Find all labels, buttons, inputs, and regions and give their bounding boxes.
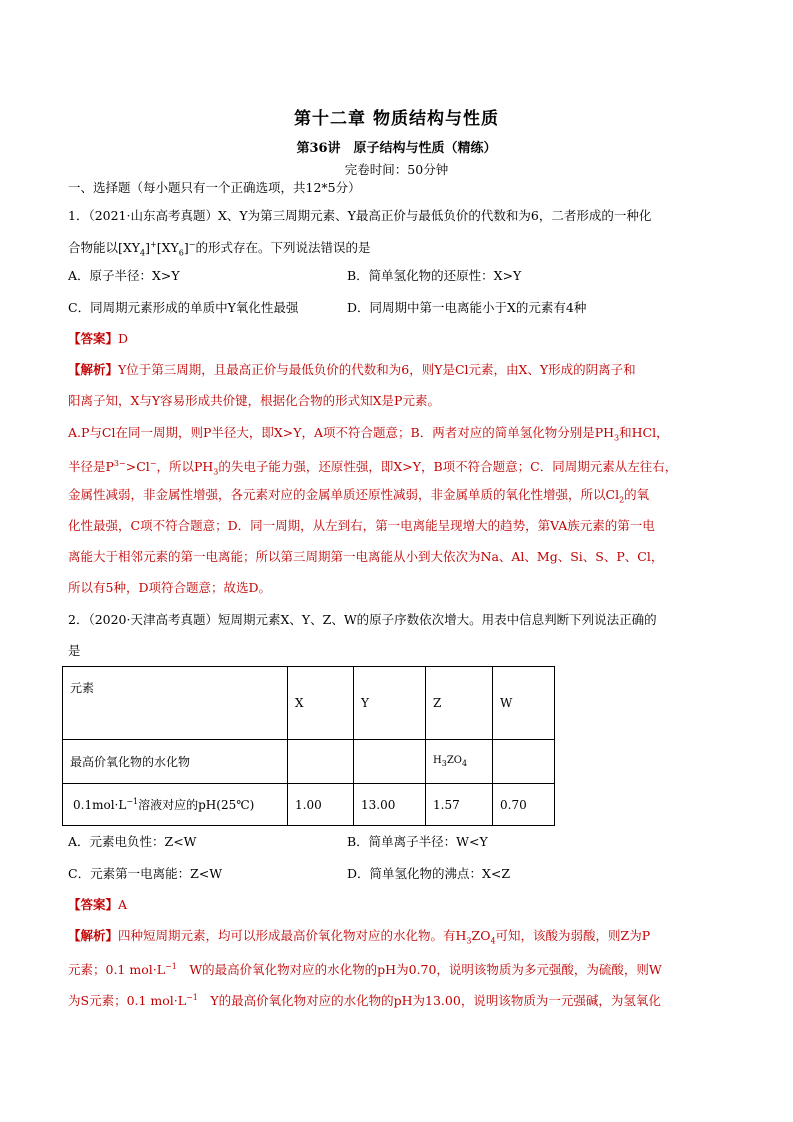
q1-analysis-line1 bbox=[68, 362, 636, 378]
table-cell: 13.00 bbox=[354, 784, 426, 826]
section-heading: 一、选择题（每小题只有一个正确选项，共12*5分） bbox=[68, 180, 361, 195]
q2-option-a: A．元素电负性：Z<W bbox=[68, 834, 197, 849]
table-header-cell: X bbox=[288, 667, 354, 740]
q1-stem-frag: ] bbox=[183, 240, 189, 256]
q1-stem-frag: [XY bbox=[156, 240, 179, 256]
q1-stem-sup: − bbox=[188, 240, 196, 249]
analysis-frag: >Cl bbox=[125, 459, 150, 475]
analysis-sub: 3 bbox=[614, 433, 620, 443]
analysis-text: Y位于第三周期，且最高正价与最低负价的代数和为6，则Y是Cl元素，由X、Y形成的阴离子和 bbox=[118, 362, 636, 377]
analysis-frag: 金属性减弱，非金属性增强，各元素对应的金属单质还原性减弱，非金属单质的氧化性增强，所以Cl bbox=[68, 487, 620, 502]
table-label-sup: −1 bbox=[126, 797, 139, 806]
table-cell bbox=[354, 740, 426, 784]
analysis-frag: W的最高价氧化物对应的水化物的pH为0.70，说明该物质为多元强酸，为硫酸，则W bbox=[176, 962, 662, 978]
table-cell bbox=[426, 740, 493, 784]
table-cell: 0.70 bbox=[493, 784, 555, 826]
answer-tag: 【答案】 bbox=[68, 331, 119, 346]
q2-option-c: C．元素第一电离能：Z<W bbox=[68, 866, 223, 881]
q1-analysis-line8: 所以有5种，D项符合题意；故选D。 bbox=[68, 580, 271, 595]
analysis-frag: 和HCl， bbox=[619, 425, 669, 440]
q1-stem-line2 bbox=[68, 237, 370, 262]
analysis-sub: 3 bbox=[466, 936, 472, 946]
table-header-cell: 元素 bbox=[63, 667, 288, 740]
q1-stem-sub: 4 bbox=[140, 248, 146, 258]
analysis-sup: 3− bbox=[113, 459, 126, 468]
q1-stem-sup: + bbox=[150, 240, 157, 249]
analysis-frag: 的失电子能力强，还原性强，即X>Y，B项不符合题意；C．同周期元素从左往右， bbox=[218, 459, 678, 475]
table-header-cell: W bbox=[493, 667, 555, 740]
analysis-frag: Y的最高价氧化物对应的水化物的pH为13.00，说明该物质为一元强碱，为氢氧化 bbox=[197, 993, 661, 1009]
q1-option-c: C．同周期元素形成的单质中Y氧化性最强 bbox=[68, 300, 299, 315]
table-header-cell: Z bbox=[426, 667, 493, 740]
table-header-cell: Y bbox=[354, 667, 426, 740]
q2-option-d: D．简单氢化物的沸点：X<Z bbox=[347, 866, 511, 881]
q2-option-b: B．简单离子半径：W<Y bbox=[347, 834, 488, 849]
q1-answer bbox=[68, 331, 128, 347]
table-label-frag: 溶液对应的pH(25℃) bbox=[138, 798, 255, 812]
analysis-frag: ，所以PH bbox=[156, 459, 214, 475]
q1-analysis-line3 bbox=[68, 425, 669, 447]
table-cell: 1.57 bbox=[426, 784, 493, 826]
answer-value: D bbox=[118, 331, 129, 346]
q1-stem-frag: 的形式存在。下列说法错误的是 bbox=[195, 240, 371, 256]
analysis-frag: 的氧 bbox=[624, 487, 650, 502]
table-row bbox=[63, 784, 555, 826]
q1-analysis-line2: 阳离子知，X与Y容易形成共价键，根据化合物的形式知X是P元素。 bbox=[68, 393, 440, 408]
formula-frag: H bbox=[433, 755, 442, 766]
table-cell bbox=[63, 784, 288, 826]
analysis-sup: − bbox=[149, 459, 157, 468]
q1-option-a: A．原子半径：X>Y bbox=[68, 268, 180, 283]
q1-stem-line1: 1．（2021·山东高考真题）X、Y为第三周期元素、Y最高正价与最低负价的代数和为6，二者形成的一种化 bbox=[68, 208, 652, 223]
analysis-sup: −1 bbox=[165, 962, 177, 971]
analysis-frag: 为S元素；0.1 mol·L bbox=[68, 993, 187, 1009]
table-cell bbox=[288, 740, 354, 784]
formula-sub: 4 bbox=[461, 759, 468, 768]
analysis-frag: 四种短周期元素，均可以形成最高价氧化物对应的水化物。有H bbox=[118, 928, 467, 943]
formula-frag: ZO bbox=[446, 755, 462, 766]
table-row bbox=[63, 740, 555, 784]
answer-tag: 【答案】 bbox=[68, 897, 119, 912]
table-cell: 1.00 bbox=[288, 784, 354, 826]
analysis-sub: 3 bbox=[213, 467, 219, 477]
q1-stem-frag: ] bbox=[145, 240, 151, 256]
analysis-tag: 【解析】 bbox=[68, 362, 119, 377]
table-label-frag: 0.1mol·L bbox=[73, 798, 127, 812]
table-cell: 最高价氧化物的水化物 bbox=[63, 740, 288, 784]
analysis-sub: 2 bbox=[619, 495, 625, 505]
q1-stem-sub: 6 bbox=[178, 248, 184, 258]
table-cell bbox=[493, 740, 555, 784]
formula-sub: 3 bbox=[441, 759, 447, 768]
element-table bbox=[62, 666, 555, 826]
q2-analysis-line2 bbox=[68, 959, 662, 978]
answer-value: A bbox=[118, 897, 128, 912]
analysis-frag: 元素；0.1 mol·L bbox=[68, 962, 166, 978]
q1-analysis-line4 bbox=[68, 456, 677, 481]
analysis-sub: 4 bbox=[490, 936, 496, 946]
analysis-tag: 【解析】 bbox=[68, 928, 119, 943]
q1-analysis-line7: 离能大于相邻元素的第一电离能；所以第三周期第一电离能从小到大依次为Na、Al、Mg、Si、S、P、Cl， bbox=[68, 549, 664, 564]
chapter-title: 第十二章 物质结构与性质 bbox=[294, 109, 499, 129]
q2-stem-line2: 是 bbox=[68, 643, 81, 658]
q1-analysis-line5 bbox=[68, 487, 649, 509]
q1-option-b: B．简单氢化物的还原性：X>Y bbox=[347, 268, 522, 283]
q2-answer bbox=[68, 897, 127, 913]
time-limit: 完卷时间：50分钟 bbox=[344, 162, 449, 177]
q2-stem-line1: 2．（2020·天津高考真题）短周期元素X、Y、Z、W的原子序数依次增大。用表中信息判断下列说法正确的 bbox=[68, 612, 657, 627]
analysis-frag: ZO bbox=[471, 928, 491, 943]
q1-analysis-line6: 化性最强，C项不符合题意；D．同一周期，从左到右，第一电离能呈现增大的趋势，第VA族元素的第一电 bbox=[68, 518, 655, 533]
lecture-title: 第36讲 原子结构与性质（精练） bbox=[296, 141, 497, 156]
q1-option-d: D．同周期中第一电离能小于X的元素有4种 bbox=[347, 300, 587, 315]
q2-analysis-line1 bbox=[68, 928, 650, 950]
analysis-frag: 可知，该酸为弱酸，则Z为P bbox=[495, 928, 651, 943]
analysis-sup: −1 bbox=[186, 993, 198, 1002]
analysis-frag: 半径是P bbox=[68, 459, 114, 475]
q2-analysis-line3 bbox=[68, 990, 661, 1009]
analysis-frag: A.P与Cl在同一周期，则P半径大，即X>Y，A项不符合题意；B．两者对应的简单氢化物分别是PH bbox=[68, 425, 615, 440]
q1-stem-frag: 合物能以[XY bbox=[68, 240, 141, 256]
table-header-row bbox=[63, 667, 555, 740]
